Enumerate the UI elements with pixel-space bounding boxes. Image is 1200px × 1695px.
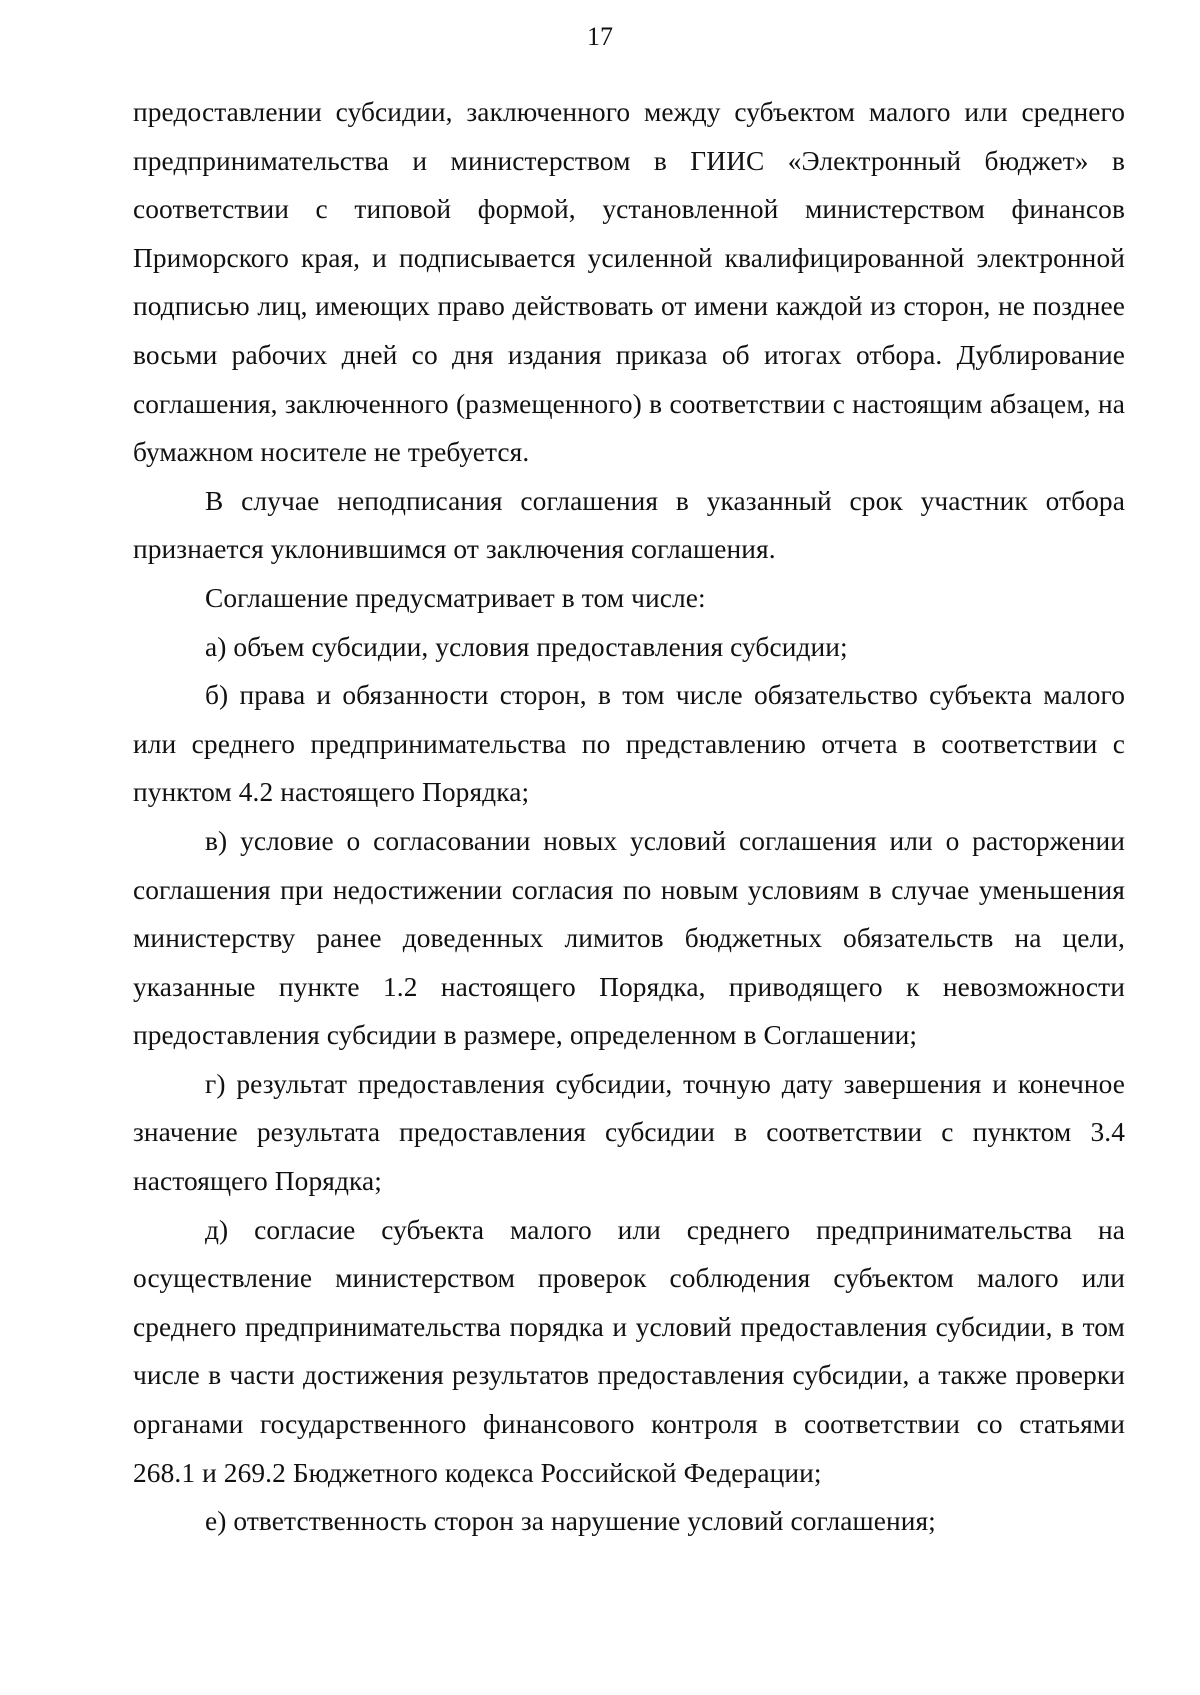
list-item-e: е) ответственность сторон за нарушение условий соглашения; [205,1506,936,1537]
paragraph-unsigned-agreement: В случае неподписания соглашения в указанный срок участник отбора признается уклонившимся от заключения соглашения. [133,485,1125,565]
page-number: 17 [587,22,613,51]
list-item-b: б) права и обязанности сторон, в том числе обязательство субъекта малого или среднего предпринимательства по представлению отчета в соответствии с пунктом 4.2 настоящего Порядка; [133,680,1125,808]
paragraph-agreement-provides: Соглашение предусматривает в том числе: [205,582,706,613]
list-item-a: а) объем субсидии, условия предоставления субсидии; [205,631,848,662]
paragraph-continuation: предоставлении субсидии, заключенного между субъектом малого или среднего предпринимательства и министерством в ГИИС «Электронный бюджет» в соответствии с типовой формой, установленной министерством финансов Приморского края, и подписывается усиленной квалифицированной электронной подписью лиц, имеющих право действовать от имени каждой из сторон, не позднее восьми рабочих дней со дня издания приказа об итогах отбора. Дублирование соглашения, заключенного (размещенного) в соответствии с настоящим абзацем, на бумажном носителе не требуется. [133,97,1125,468]
list-item-d: д) согласие субъекта малого или среднего предпринимательства на осуществление министерством проверок соблюдения субъектом малого или среднего предпринимательства порядка и условий предоставления субсидии, в том числе в части достижения результатов предоставления субсидии, а также проверки органами государственного финансового контроля в соответствии со статьями 268.1 и 269.2 Бюджетного кодекса Российской Федерации; [133,1214,1125,1488]
document-body [133,88,1125,1546]
list-item-v: в) условие о согласовании новых условий соглашения или о расторжении соглашения при недостижении согласия по новым условиям в случае уменьшения министерству ранее доведенных лимитов бюджетных обязательств на цели, указанные пункте 1.2 настоящего Порядка, приводящего к невозможности предоставления субсидии в размере, определенном в Соглашении; [133,825,1125,1051]
list-item-g: г) результат предоставления субсидии, точную дату завершения и конечное значение результата предоставления субсидии в соответствии с пунктом 3.4 настоящего Порядка; [133,1068,1125,1197]
